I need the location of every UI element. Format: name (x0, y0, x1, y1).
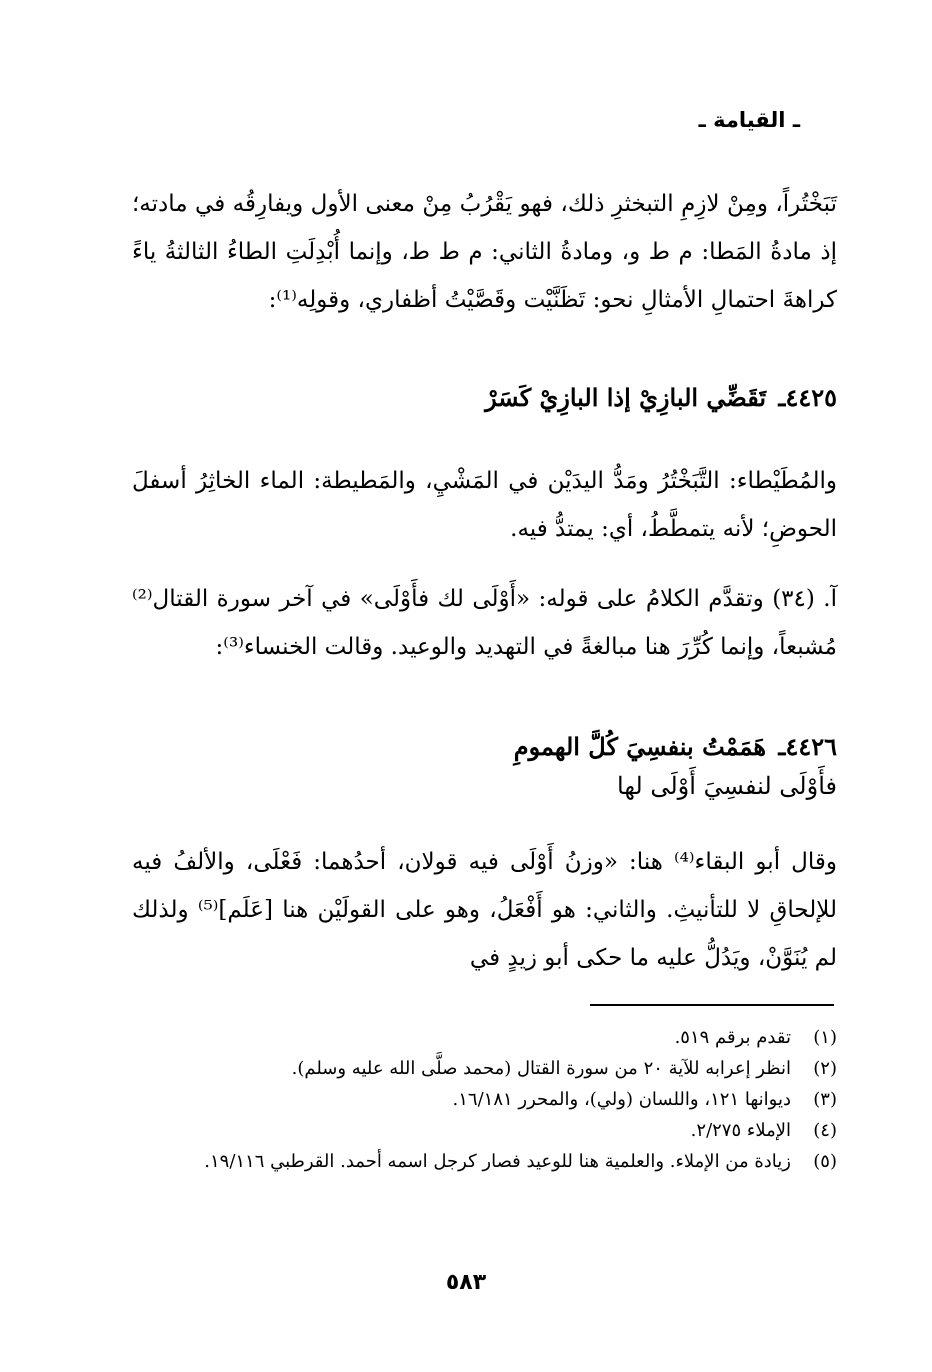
verse-text: هَمَمْتُ بنفسِيَ كُلَّ الهمومِ (513, 732, 767, 761)
footnote-number: (١) (813, 1027, 837, 1048)
footnote-text: انظر إعرابه للآية ٢٠ من سورة القتال (محمد صلَّى الله عليه وسلم). (291, 1058, 791, 1079)
footnote-text: تقدم برقم ٥١٩. (674, 1027, 791, 1048)
verse-number: ٤٤٢٥ـ (778, 383, 837, 412)
verse-text: تَقَضِّي البازِيْ إذا البازِيْ كَسَرْ (485, 383, 767, 412)
verse-4426-line-2: فأَوْلَى لنفسِيَ أَوْلَى لها (617, 772, 837, 800)
paragraph-1: تَبَخْتُراً، ومِنْ لازِمِ التبخثرِ ذلك، فهو يَقْرُبُ مِنْ معنى الأول ويفارِقُه في مادته؛ إذ مادةُ المَطا: م ط و، ومادةُ الثاني: م ط ط، وإنما أُبْدِلَتِ الطاءُ الثالثةُ ياءً كراهةَ احتمالِ الأمثالِ نحو: تَظَنَّيْت وقَصَّيْتُ أظفاري، وقولِه⁽¹⁾: (132, 191, 837, 313)
footnote-number: (٢) (813, 1058, 837, 1079)
footnote-item (132, 1115, 837, 1146)
footnote-item (132, 1053, 837, 1084)
page-header: ـ القيامة ـ (698, 108, 800, 132)
footnote-number: (٥) (813, 1151, 837, 1172)
footnote-text: زيادة من الإملاء. والعلمية هنا للوعيد فصار كرجل اسمه أحمد. القرطبي ١٩/١١٦. (204, 1151, 791, 1172)
footnote-item (132, 1146, 837, 1177)
footnote-item (132, 1084, 837, 1115)
footnotes (132, 1022, 837, 1177)
footnote-divider (590, 1004, 834, 1006)
verse-4426-line-1 (514, 732, 837, 761)
footnote-item (132, 1022, 837, 1053)
verse-number: ٤٤٢٦ـ (778, 732, 837, 761)
footnote-number: (٤) (813, 1120, 837, 1141)
paragraph-2: والمُطَيْطاء: التَّبَخْتُرُ ومَدُّ اليدَيْن في المَشْيِ، والمَطيطة: الماء الخاثِرُ أسفلَ الحوضِ؛ لأنه يتمطَّطُ، أي: يمتدُّ فيه. (132, 468, 837, 542)
footnote-text: الإملاء ٢/٢٧٥. (690, 1120, 791, 1141)
footnote-number: (٣) (813, 1089, 837, 1110)
footnote-text: ديوانها ١٢١، واللسان (ولي)، والمحرر ١٦/١٨١. (452, 1089, 791, 1110)
page-number: ٥٨٣ (445, 1270, 487, 1295)
paragraph-3: آ. (٣٤) وتقدَّم الكلامُ على قوله: «أَوْلَى لك فأَوْلَى» في آخر سورة القتال⁽²⁾ مُشبعاً، وإنما كُرِّرَ هنا مبالغةً في التهديد والوعيد. وقالت الخنساء⁽³⁾: (132, 586, 837, 660)
verse-4425 (485, 383, 837, 412)
paragraph-4: وقال أبو البقاء⁽⁴⁾ هنا: «وزنُ أَوْلَى فيه قولان، أحدُهما: فَعْلَى، والألفُ فيه للإلحاقِ لا للتأنيثِ. والثاني: هو أَفْعَلُ، وهو على القولَيْن هنا [عَلَم]⁽⁵⁾ ولذلك لم يُنَوَّنْ، ويَدُلُّ عليه ما حكى أبو زيدٍ في (132, 849, 838, 971)
